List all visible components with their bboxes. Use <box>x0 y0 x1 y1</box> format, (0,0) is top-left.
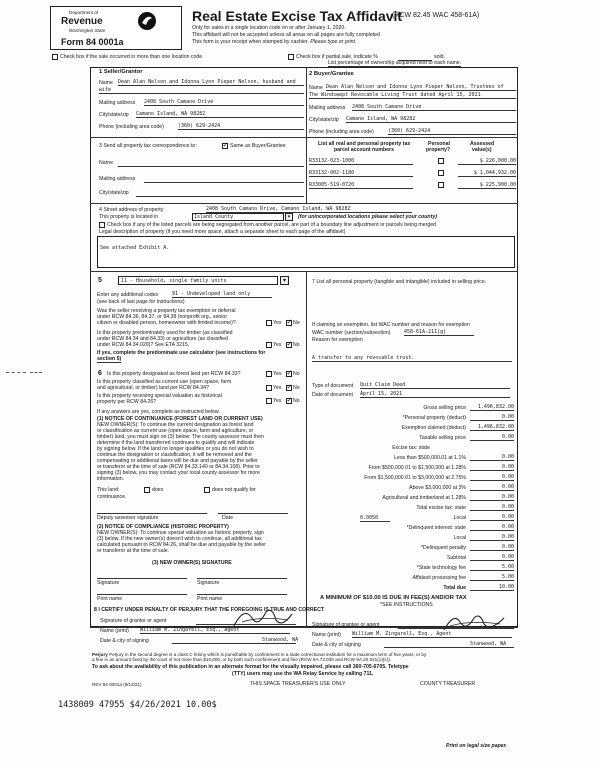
calc-label: *Personal property (deduct) <box>402 415 466 421</box>
grantee-sig-label: Signature of grantee or agent <box>312 622 380 628</box>
s5-q3a: If yes, complete the predominate use calculator (see instructions for <box>97 350 266 356</box>
notice1-line: NEW OWNER(S): To continue the current designation as forest land <box>97 422 254 428</box>
corr-mailing-label: Mailing address <box>99 176 136 182</box>
section5-num: 5 <box>98 277 102 284</box>
grantor-sig-label: Signature of grantor or agent <box>100 618 167 624</box>
partial-sale-checkbox[interactable] <box>288 54 294 60</box>
segregated-checkbox[interactable] <box>99 222 105 228</box>
s5-q2-yes-checkbox[interactable] <box>266 342 272 348</box>
yes-label: Yes <box>273 342 282 348</box>
seller-phone[interactable]: (360) 629-2424 <box>178 123 304 130</box>
s5-q2c: under RCW 84.34.020)? See ETA 3215. <box>97 342 190 348</box>
multi-location-label: Check box if the sale occurred in more than one location code <box>60 54 203 60</box>
notice1-line: timber) land, you must sign on (3) below. The county assessor must then <box>97 434 264 440</box>
parcel-number[interactable]: R33132-023-1000 <box>309 158 413 165</box>
calc-value[interactable]: 0.00 <box>470 434 514 441</box>
buyer-mailing[interactable]: 2408 South Camano Drive <box>352 104 516 111</box>
legal-description-box[interactable] <box>97 236 515 268</box>
calc-value[interactable]: 1,496,832.00 <box>470 424 514 431</box>
dept-line1: Department of <box>69 10 99 15</box>
seller-mailing[interactable]: 2408 South Camano Drive <box>144 99 304 106</box>
dor-logo <box>50 6 182 50</box>
total-due[interactable]: 10.00 <box>470 584 514 591</box>
scan-mark <box>6 372 26 373</box>
notice1-line: signing (3) below, you may contact your local county assessor for more <box>97 470 260 476</box>
s6-q3-yes-checkbox[interactable] <box>266 398 272 404</box>
calc-value[interactable]: 0.00 <box>470 474 514 481</box>
calc-label: Total due <box>443 585 466 591</box>
calc-value[interactable]: 0.00 <box>470 524 514 531</box>
header-line1: Only for sales in a single location code on or after January 1, 2020. <box>192 25 346 31</box>
s6-q2-yes-checkbox[interactable] <box>266 385 272 391</box>
no-label: No <box>293 342 300 348</box>
s6-q1-yes-checkbox[interactable] <box>266 371 272 377</box>
no-label: No <box>293 385 300 391</box>
calc-label: Excise tax: state <box>392 445 430 451</box>
land-use-select[interactable]: 11 - Household, single family units <box>118 276 278 285</box>
county-treasurer-label: COUNTY TREASURER <box>420 681 476 687</box>
seller-city[interactable]: Camano Island, WA 98282 <box>136 111 304 118</box>
corr-name-label: Name <box>99 160 113 166</box>
calc-label: *State technology fee <box>416 565 466 571</box>
doc-date-label: Date of document <box>312 392 353 398</box>
notice1-title: (1) NOTICE OF CONTINUANCE (FOREST LAND OR CURRENT USE) <box>97 416 263 422</box>
legal-desc-label: Legal description of property (if you need more space, attach a separate sheet to each page of the affidavit) <box>99 229 346 235</box>
seller-name-label: Name <box>99 80 113 86</box>
notice2-line: (3) below. If the new owner(s) doesn't wish to continue, all additional tax <box>97 536 262 542</box>
buyer-city[interactable]: Camano Island, WA 98282 <box>346 116 516 123</box>
buyer-phone-label: Phone (including area code) <box>309 129 374 135</box>
perjury-line2: a fine in an amount fixed by the court of not more than $10,000, or by both such confinement and fine (RCW 9A.72.030 and RCW 9A.20.021(1)(c)). <box>92 657 392 662</box>
grantee-name-label: Name (print) <box>312 632 341 638</box>
assessed-value[interactable]: $ 225,900.00 <box>458 182 516 189</box>
grantor-name[interactable]: William M. Zingarell, Esq., Agent <box>140 627 290 634</box>
notice2-line: NEW OWNER(S): To continue special valuation as historic property, sign <box>97 530 264 536</box>
notice1-line: information. <box>97 476 125 482</box>
yes-label: Yes <box>273 320 282 326</box>
buyer-name-label: Name <box>309 85 323 91</box>
minimum-note: A MINIMUM OF $10.00 IS DUE IN FEE(S) AND/OR TAX <box>320 595 467 601</box>
calc-label: Gross selling price <box>423 405 466 411</box>
calc-value[interactable]: 5.00 <box>470 574 514 581</box>
parcel-col1: List all real and personal property tax <box>318 141 411 147</box>
legal-description: See attached Exhibit A. <box>100 245 170 251</box>
s6-q3b: property per RCW 84.26? <box>97 399 157 405</box>
local-rate[interactable]: 0.0050 <box>360 515 390 522</box>
calc-label: Local <box>453 535 466 541</box>
same-as-buyer-label: Same as Buyer/Grantee <box>230 143 286 149</box>
seller-name[interactable]: Dean Alan Nelson and Idonna Lynn Pieper Nelson, husband and <box>118 79 304 86</box>
calc-value[interactable]: 0.00 <box>470 544 514 551</box>
notice1-line: compensating or additional taxes will be due and payable by the seller <box>97 458 258 464</box>
additional-codes-label: Enter any additional codes <box>97 292 159 298</box>
s5-q1b: under RCW 84.36, 84.37, or 84.38 (nonprofit org., senior <box>97 314 228 320</box>
buyer-heading: 2 Buyer/Grantee <box>309 71 354 77</box>
assessed-value[interactable]: $ 1,044,932.00 <box>458 170 516 177</box>
notice2-line: or transferor at the time of sale. <box>97 548 170 554</box>
grantor-city[interactable]: Stanwood, WA <box>172 637 296 644</box>
rcw-ref: (RCW 82.45 WAC 458-61A) <box>392 12 480 19</box>
see-instructions: *SEE INSTRUCTIONS <box>380 602 433 608</box>
yes-label: Yes <box>273 385 282 391</box>
unincorp-note: (for unincorporated locations please select your county) <box>298 214 437 220</box>
new-owner-sig-title: (3) NEW OWNER(S) SIGNATURE <box>152 560 232 566</box>
calc-value[interactable]: 0.00 <box>470 494 514 501</box>
calc-label: Agricultural and timberland at 1.28% <box>382 495 466 501</box>
buyer-mailing-label: Mailing address <box>309 105 346 111</box>
seller-city-label: City/state/zip <box>99 112 129 118</box>
dept-line2: Revenue <box>61 16 103 27</box>
partial-sale-label: Check box if partial sale, indicate % <box>296 54 378 60</box>
seller-phone-label: Phone (including area code) <box>99 124 164 130</box>
notice2-line: calculated pursuant to RCW 84.26, shall be due and payable by the seller <box>97 542 266 548</box>
corr-city-label: City/state/zip <box>99 190 129 196</box>
buyer-city-label: City/state/zip <box>309 117 339 123</box>
certify-heading: 8 I CERTIFY UNDER PENALTY OF PERJURY THAT THE FOREGOING IS TRUE AND CORRECT <box>94 607 324 613</box>
personal-property-checkbox[interactable] <box>438 182 444 188</box>
s6-q3-no-checkbox[interactable] <box>286 398 292 404</box>
calc-label: Total excise tax: state <box>416 505 466 511</box>
calc-label: Above $3,000,000 at 3% <box>409 485 466 491</box>
buyer-name[interactable]: Dean Alan Nelson and Idonna Lynn Pieper Nelson, Trustees of <box>326 84 516 91</box>
parcel-col3b: value(s) <box>472 147 492 153</box>
no-label: No <box>293 320 300 326</box>
owner-signature-label: Signature <box>97 580 120 586</box>
notice1-line: determine if the land transferred continues to qualify and will indicate <box>97 440 255 446</box>
calc-label: Subtotal <box>446 555 466 561</box>
dor-seal-icon <box>137 11 157 31</box>
calc-label: *Delinquent interest: state <box>406 525 466 531</box>
if-yes-note: If any answers are yes, complete as instructed below. <box>97 409 220 415</box>
calc-value[interactable]: 1,496,832.00 <box>470 404 514 411</box>
notice2-title: (2) NOTICE OF COMPLIANCE (HISTORIC PROPERTY) <box>97 524 229 530</box>
s6-q2b: and agricultural, or timber) land per RCW 84.34? <box>97 385 209 391</box>
treasurer-use-label: THIS SPACE TREASURER'S USE ONLY <box>250 681 346 687</box>
calc-value[interactable]: 0.00 <box>470 454 514 461</box>
parcel-col3: Assessed <box>470 141 495 147</box>
scan-mark <box>30 372 42 373</box>
street-label: 4 Street address of property <box>99 207 164 213</box>
dept-line3: Washington State <box>69 28 106 33</box>
seller-name-cont[interactable]: wife <box>99 87 304 94</box>
grantor-name-label: Name (print) <box>100 628 129 634</box>
exemption-reason[interactable]: A transfer to any revocable trust. <box>312 355 512 362</box>
sold-label: sold. <box>434 54 445 60</box>
seller-heading: 1 Seller/Grantor <box>99 69 143 75</box>
personal-property-checkbox[interactable] <box>438 158 444 164</box>
grantor-date-label: Date & city of signing <box>100 638 149 644</box>
grantee-date-label: Date & city of signing <box>312 642 361 648</box>
section6-num: 6 <box>98 370 102 377</box>
calc-label: Less than $500,000.01 at 1.1% <box>394 455 466 461</box>
deputy-sig-label: Deputy assessor signature <box>97 515 159 521</box>
reason-label: Reason for exemption <box>312 337 363 343</box>
notice1-line: continue the designation or classification, it will be removed and the <box>97 452 252 458</box>
grantee-city[interactable]: Stanwood, WA <box>384 641 514 648</box>
header-line3: This form is your receipt when stamped by cashier. Please type or print. <box>192 39 357 45</box>
does-checkbox[interactable] <box>144 487 150 493</box>
calc-value[interactable]: 5.00 <box>470 564 514 571</box>
parcel-col2b: property? <box>426 147 451 153</box>
does-label: does <box>152 487 164 493</box>
s6-q2a: Is this property classified as current use (open space, farm <box>97 379 232 385</box>
does-not-checkbox[interactable] <box>204 487 210 493</box>
owner-printname-label: Print name <box>197 596 223 602</box>
calc-label: From $1,500,000.01 to $3,000,000 at 2.75% <box>364 475 466 481</box>
does-not-label: does not qualify for <box>212 487 256 493</box>
calc-label: Exemption claimed (deduct) <box>401 425 466 431</box>
calc-label: From $500,000.01 to $1,500,000 at 1.28% <box>368 465 466 471</box>
s6-q2-no-checkbox[interactable] <box>286 385 292 391</box>
calc-label: *Delinquent penalty <box>421 545 466 551</box>
owner-signature-label: Signature <box>197 580 220 586</box>
calc-label: Affidavit processing fee <box>412 575 466 581</box>
doc-type-label: Type of document <box>312 383 354 389</box>
form-number: Form 84 0001a <box>61 37 124 47</box>
this-land-label: This land: <box>97 487 120 493</box>
parcel-number[interactable]: R33132-002-1180 <box>309 170 413 177</box>
yes-label: Yes <box>273 371 282 377</box>
exemption-heading: If claiming an exemption, list WAC number and reason for exemption <box>312 322 470 328</box>
buyer-name-cont[interactable]: The Windswept Revocable Living Trust dated April 15, 2021 <box>309 92 516 99</box>
wac-number[interactable]: 458-61A-211(g) <box>404 329 474 336</box>
s6-q3a: Is this property receiving special valuation as historical <box>97 393 222 399</box>
notice1-line: or transferor at the time of sale (RCW 84.33.140 or 84.34.108). Prior to <box>97 464 260 470</box>
deputy-date-label: Date <box>222 515 233 521</box>
street-address[interactable]: 2408 South Camano Drive, Camano Island, WA 98282 <box>206 206 412 213</box>
document-type[interactable]: Quit Claim Deed <box>360 382 510 389</box>
additional-codes[interactable]: 91 - Undeveloped land only <box>172 291 272 298</box>
correspondence-heading: 3 Send all property tax correspondence to: <box>99 143 197 149</box>
calc-value[interactable]: 0.00 <box>470 504 514 511</box>
calc-value[interactable]: 0.00 <box>470 554 514 561</box>
s5-q1-no-checkbox[interactable] <box>286 320 292 326</box>
buyer-phone[interactable]: (360) 629-2424 <box>388 128 516 135</box>
rev-number: REV 84 0001a (9/12/21) <box>92 682 142 687</box>
s6-q1-no-checkbox[interactable] <box>286 371 292 377</box>
segregated-label: Check box if any of the listed parcels are being segregated from another parcel, are part of a boundary line adjustment or parcels being merged <box>107 222 437 228</box>
no-label: No <box>293 371 300 377</box>
assessed-value[interactable]: $ 226,000.00 <box>458 158 516 165</box>
calc-value[interactable]: 0.00 <box>470 464 514 471</box>
s6-q1: Is this property designated as forest land per RCW 84.33? <box>107 371 241 377</box>
continuance-label: continuance. <box>97 494 127 500</box>
alt-format-line1: To ask about the availability of this publication in an alternate format for the visually impaired, please call 360-705-6705. Teletype <box>92 664 409 670</box>
calc-label: Taxable selling price <box>419 435 466 441</box>
county-select[interactable]: Island County <box>192 213 284 221</box>
parcel-col2: Personal <box>428 141 450 147</box>
s5-q1c: citizen or disabled person, homeowner with limited income)? <box>97 320 236 326</box>
calc-value[interactable]: 0.00 <box>470 484 514 491</box>
personal-property-heading: 7 List all personal property (tangible and intangible) included in selling price. <box>312 279 487 285</box>
s5-q3b: section 5) <box>97 356 122 362</box>
s5-q2b: under RCW 84.34 and 84.33) or agriculture (as classified <box>97 336 228 342</box>
seller-mailing-label: Mailing address <box>99 100 136 106</box>
multi-location-checkbox[interactable] <box>52 54 58 60</box>
form-title: Real Estate Excise Tax Affidavit <box>192 8 403 24</box>
county-dropdown-icon[interactable]: ▾ <box>285 213 293 221</box>
list-percentage-note: List percentage of ownership acquired next to each name. <box>328 60 462 66</box>
owner-printname-label: Print name <box>97 596 123 602</box>
see-back-note: (see back of last page for instructions) <box>97 299 185 305</box>
parcel-col1b: parcel account numbers <box>334 147 394 153</box>
s5-q2a: Is this property predominately used for timber (as classified <box>97 330 233 336</box>
alt-format-line2: (TTY) users may use the WA Relay Service by calling 711. <box>232 671 374 677</box>
wac-label: WAC number (section/subsection) <box>312 330 391 336</box>
notice1-line: by signing below. If the land no longer qualifies or you do not wish to <box>97 446 254 452</box>
notice1-line: or classification as current use (open space, farm and agriculture, or <box>97 428 254 434</box>
calc-label: Local <box>453 515 466 521</box>
document-date[interactable]: April 15, 2021 <box>360 391 510 398</box>
grantee-name[interactable]: William M. Zingarell, Esq., Agent <box>352 631 512 638</box>
personal-property-checkbox[interactable] <box>438 170 444 176</box>
perjury-line1: Perjury Perjury in the second degree is a class C felony which is punishable by confinement in a state correctional institution for a maximum term of five years, or by <box>92 652 427 657</box>
legal-size-note: Print on legal size paper. <box>446 743 507 749</box>
s5-q1-yes-checkbox[interactable] <box>266 320 272 326</box>
parcel-number[interactable]: R33005-519-0720 <box>309 182 413 189</box>
located-label: This property is located in <box>99 214 159 220</box>
calc-value[interactable]: 0.00 <box>470 414 514 421</box>
same-as-buyer-checkbox[interactable] <box>222 143 228 149</box>
yes-label: Yes <box>273 398 282 404</box>
no-label: No <box>293 398 300 404</box>
s5-q1a: Was the seller receiving a property tax exemption or deferral <box>97 308 236 314</box>
land-use-dropdown-icon[interactable]: ▾ <box>280 276 289 285</box>
calc-value[interactable]: 0.00 <box>470 514 514 521</box>
recording-stamp: 1438009 47955 $4/26/2021 10.00$ <box>58 700 217 710</box>
calc-value[interactable]: 0.00 <box>470 534 514 541</box>
s5-q2-no-checkbox[interactable] <box>286 342 292 348</box>
header-line2: This affidavit will not be accepted unless all areas on all pages are fully completed <box>192 32 380 38</box>
